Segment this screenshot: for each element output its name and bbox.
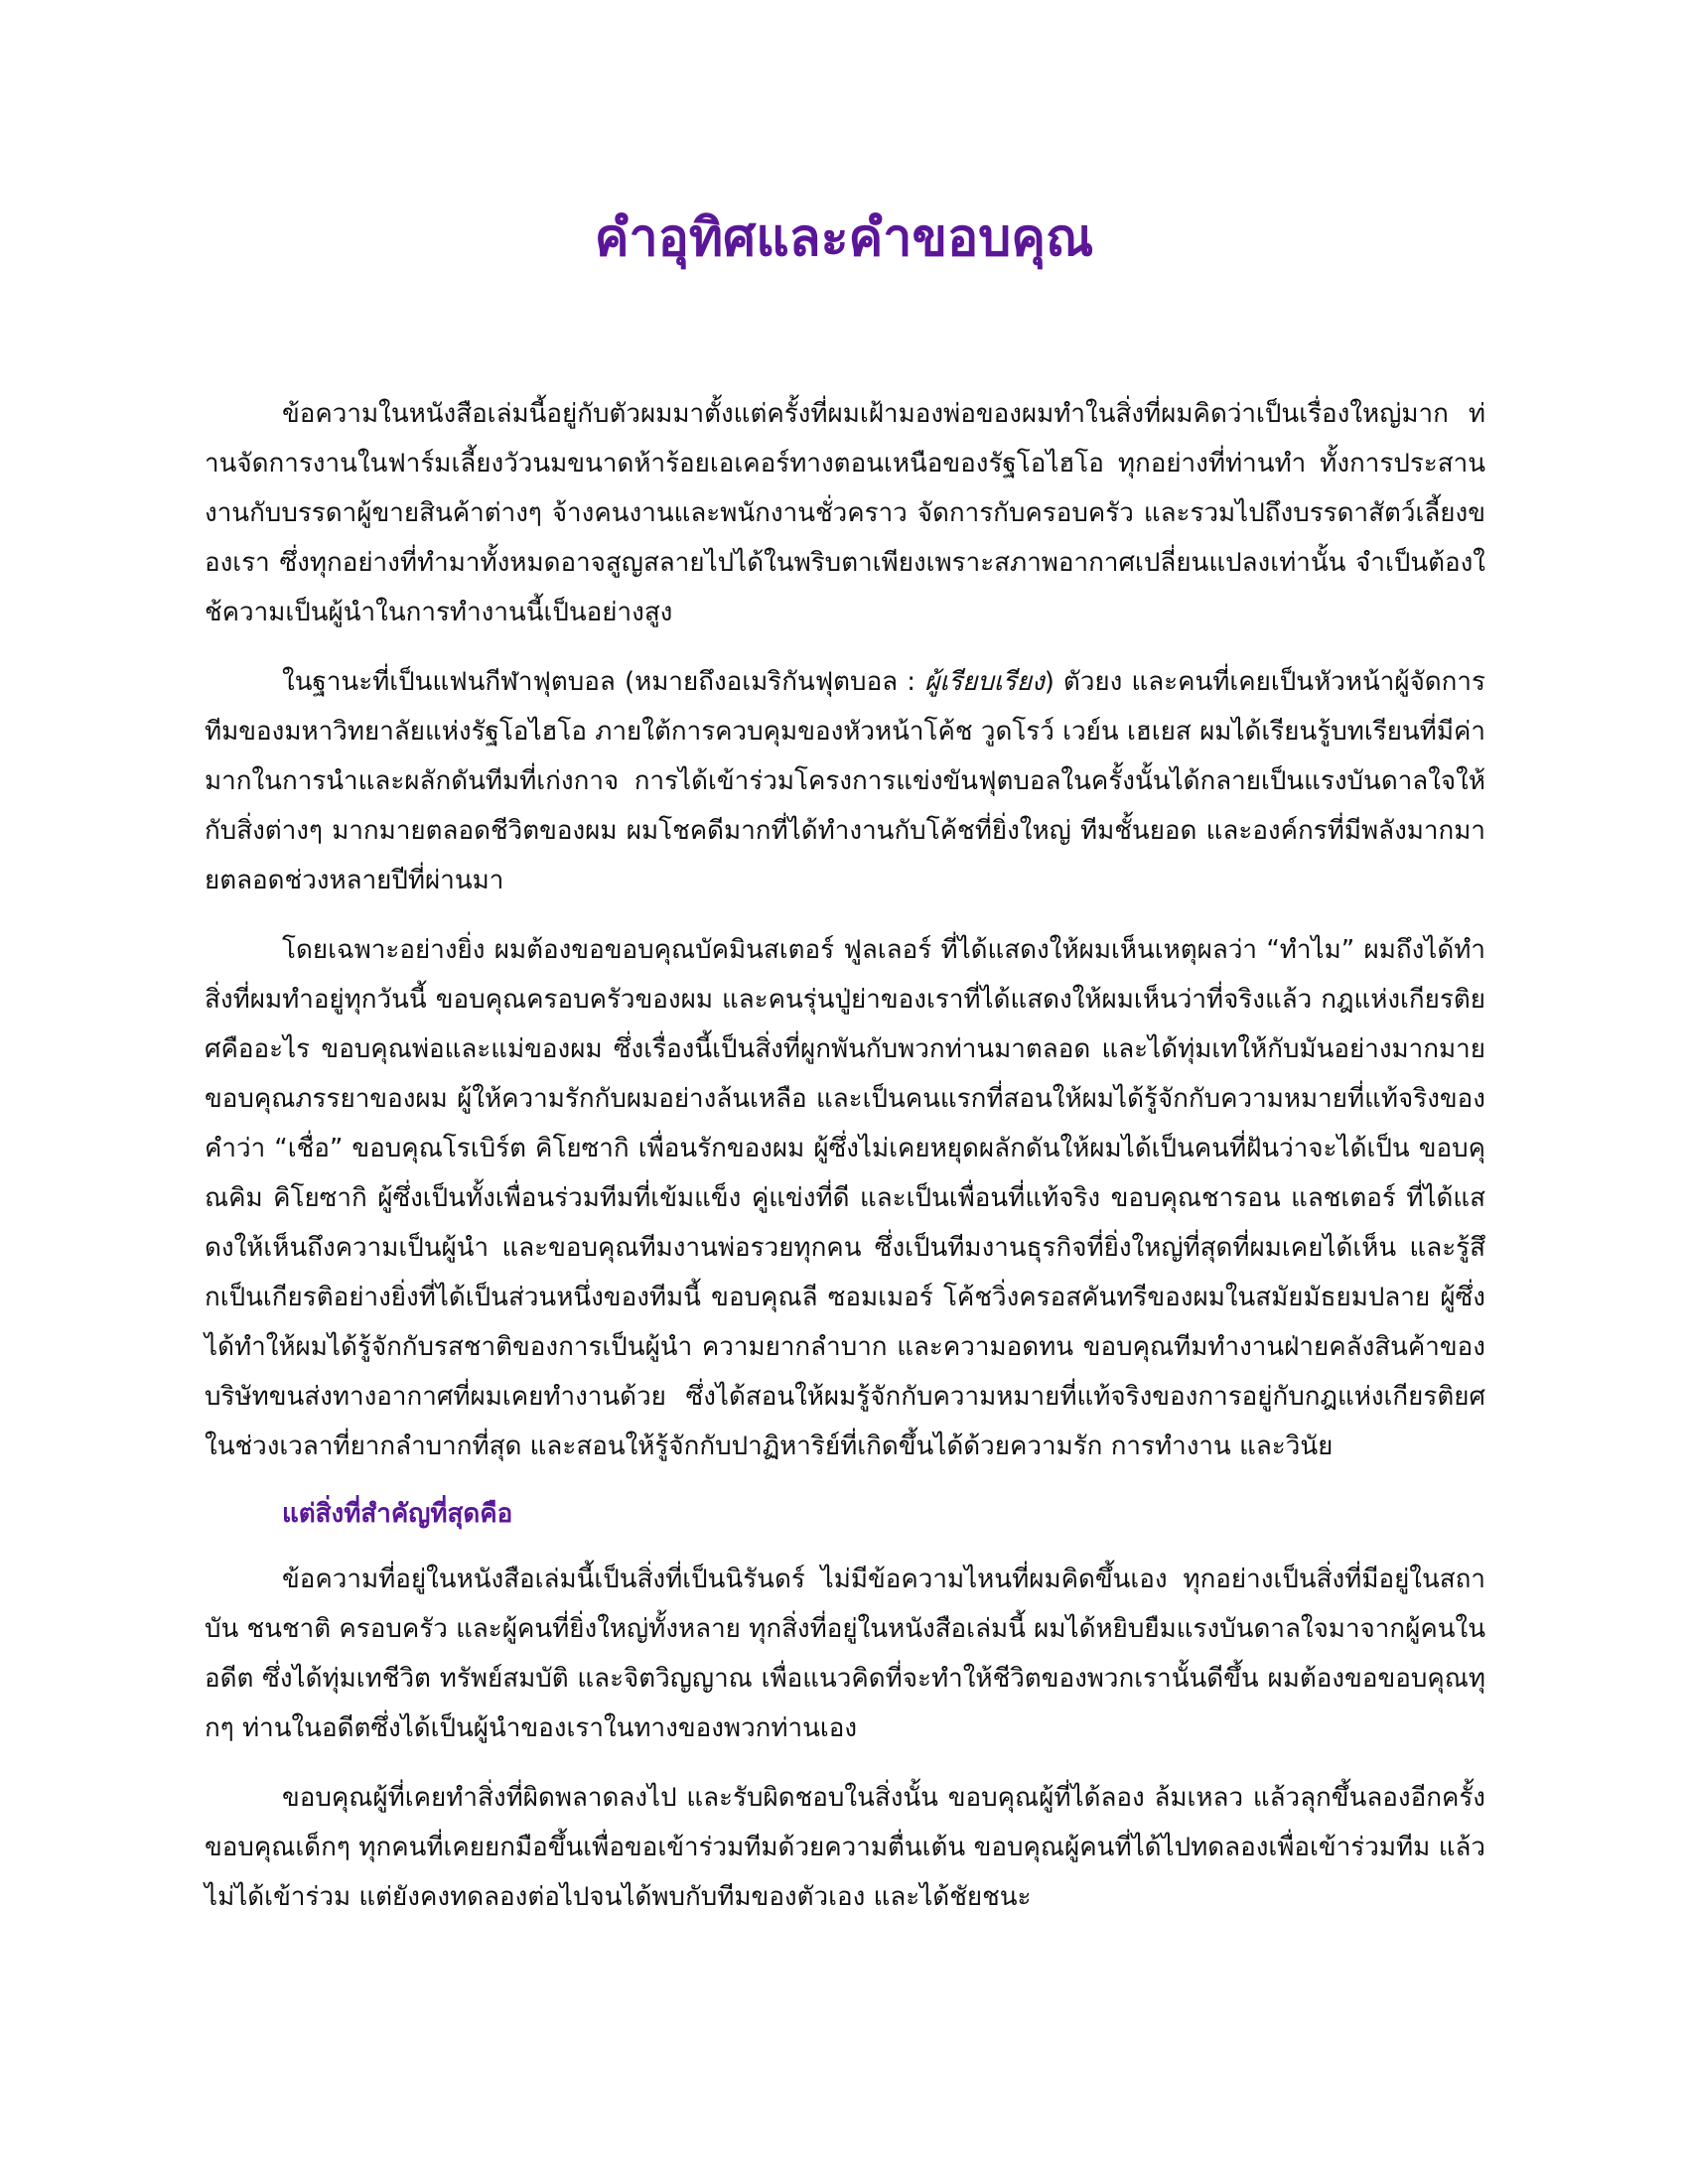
body-text	[205, 389, 1485, 1942]
paragraph-father-farm: ข้อความในหนังสือเล่มนี้อยู่กับตัวผมมาตั้งแต่ครั้งที่ผมเฝ้ามองพ่อของผมทำในสิ่งที่ผมคิดว่าเป็นเรื่องใหญ่มาก ท่านจัดการงานในฟาร์มเลี้ยงวัวนมขนาดห้าร้อยเอเคอร์ทางตอนเหนือของรัฐโอไฮโอ ทุกอย่างที่ท่านทำ ทั้งการประสานงานกับบรรดาผู้ขายสินค้าต่างๆ จ้างคนงานและพนักงานชั่วคราว จัดการกับครอบครัว และรวมไปถึงบรรดาสัตว์เลี้ยงของเรา ซึ่งทุกอย่างที่ทำมาทั้งหมดอาจสูญสลายไปได้ในพริบตาเพียงเพราะสภาพอากาศเปลี่ยนแปลงเท่านั้น จำเป็นต้องใช้ความเป็นผู้นำในการทำงานนี้เป็นอย่างสูง	[205, 399, 1485, 627]
paragraph-timeless-message: ข้อความที่อยู่ในหนังสือเล่มนี้เป็นสิ่งที่เป็นนิรันดร์ ไม่มีข้อความไหนที่ผมคิดขึ้นเอง ทุกอย่างเป็นสิ่งที่มีอยู่ในสถาบัน ชนชาติ ครอบครัว และผู้คนที่ยิ่งใหญ่ทั้งหลาย ทุกสิ่งที่อยู่ในหนังสือเล่มนี้ ผมได้หยิบยืมแรงบันดาลใจมาจากผู้คนในอดีต ซึ่งได้ทุ่มเทชีวิต ทรัพย์สมบัติ และจิตวิญญาณ เพื่อแนวคิดที่จะทำให้ชีวิตของพวกเรานั้นดีขึ้น ผมต้องขอขอบคุณทุกๆ ท่านในอดีตซึ่งได้เป็นผู้นำของเราในทางของพวกท่านเอง	[205, 1565, 1485, 1743]
paragraph-football	[205, 657, 1485, 905]
page-title: คำอุทิศและคำขอบคุณ	[594, 208, 1094, 268]
paragraph-football-start: ในฐานะที่เป็นแฟนกีฬาฟุตบอล (หมายถึงอเมริกันฟุตบอล :	[282, 667, 925, 697]
paragraph-thanks-all: ขอบคุณผู้ที่เคยทำสิ่งที่ผิดพลาดลงไป และรับผิดชอบในสิ่งนั้น ขอบคุณผู้ที่ได้ลอง ล้มเหลว แล้วลุกขึ้นลองอีกครั้ง ขอบคุณเด็กๆ ทุกคนที่เคยยกมือขึ้นเพื่อขอเข้าร่วมทีมด้วยความตื่นเต้น ขอบคุณผู้คนที่ได้ไปทดลองเพื่อเข้าร่วมทีม แล้วไม่ได้เข้าร่วม แต่ยังคงทดลองต่อไปจนได้พบกับทีมของตัวเอง และได้ชัยชนะ	[205, 1783, 1485, 1912]
section-subheading: แต่สิ่งที่สำคัญที่สุดคือ	[282, 1499, 513, 1529]
paragraph-football-end: ) ตัวยง และคนที่เคยเป็นหัวหน้าผู้จัดการทีมของมหาวิทยาลัยแห่งรัฐโอไฮโอ ภายใต้การควบคุมของหัวหน้าโค้ช วูดโรว์ เวย์น เฮเยส ผมได้เรียนรู้บทเรียนที่มีค่ามากในการนำและผลักดันทีมที่เก่งกาจ การได้เข้าร่วมโครงการแข่งขันฟุตบอลในครั้งนั้นได้กลายเป็นแรงบันดาลใจให้กับสิ่งต่างๆ มากมายตลอดชีวิตของผม ผมโชคดีมากที่ได้ทำงานกับโค้ชที่ยิ่งใหญ่ ทีมชั้นยอด และองค์กรที่มีพลังมากมายตลอดช่วงหลายปีที่ผ่านมา	[205, 667, 1485, 895]
paragraph-football-italic-note: ผู้เรียบเรียง	[924, 667, 1045, 697]
paragraph-acknowledgements: โดยเฉพาะอย่างยิ่ง ผมต้องขอขอบคุณบัคมินสเตอร์ ฟูลเลอร์ ที่ได้แสดงให้ผมเห็นเหตุผลว่า “ทำไม” ผมถึงได้ทำสิ่งที่ผมทำอยู่ทุกวันนี้ ขอบคุณครอบครัวของผม และคนรุ่นปู่ย่าของเราที่ได้แสดงให้ผมเห็นว่าที่จริงแล้ว กฎแห่งเกียรติยศคืออะไร ขอบคุณพ่อและแม่ของผม ซึ่งเรื่องนี้เป็นสิ่งที่ผูกพันกับพวกท่านมาตลอด และได้ทุ่มเทให้กับมันอย่างมากมาย ขอบคุณภรรยาของผม ผู้ให้ความรักกับผมอย่างล้นเหลือ และเป็นคนแรกที่สอนให้ผมได้รู้จักกับความหมายที่แท้จริงของคำว่า “เชื่อ” ขอบคุณโรเบิร์ต คิโยซากิ เพื่อนรักของผม ผู้ซึ่งไม่เคยหยุดผลักดันให้ผมได้เป็นคนที่ฝันว่าจะได้เป็น ขอบคุณคิม คิโยซากิ ผู้ซึ่งเป็นทั้งเพื่อนร่วมทีมที่เข้มแข็ง คู่แข่งที่ดี และเป็นเพื่อนที่แท้จริง ขอบคุณชารอน แลชเตอร์ ที่ได้แสดงให้เห็นถึงความเป็นผู้นำ และขอบคุณทีมงานพ่อรวยทุกคน ซึ่งเป็นทีมงานธุรกิจที่ยิ่งใหญ่ที่สุดที่ผมเคยได้เห็น และรู้สึกเป็นเกียรติอย่างยิ่งที่ได้เป็นส่วนหนึ่งของทีมนี้ ขอบคุณลี ซอมเมอร์ โค้ชวิ่งครอสคันทรีของผมในสมัยมัธยมปลาย ผู้ซึ่งได้ทำให้ผมได้รู้จักกับรสชาติของการเป็นผู้นำ ความยากลำบาก และความอดทน ขอบคุณทีมทำงานฝ่ายคลังสินค้าของบริษัทขนส่งทางอากาศที่ผมเคยทำงานด้วย ซึ่งได้สอนให้ผมรู้จักกับความหมายที่แท้จริงของการอยู่กับกฎแห่งเกียรติยศ ในช่วงเวลาที่ยากลำบากที่สุด และสอนให้รู้จักกับปาฏิหาริย์ที่เกิดขึ้นได้ด้วยความรัก การทำงาน และวินัย	[205, 935, 1485, 1461]
